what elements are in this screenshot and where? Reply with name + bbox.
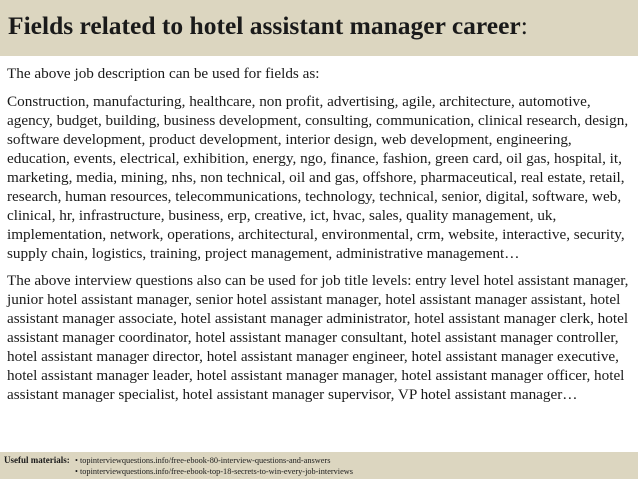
- slide-title-colon: :: [520, 11, 528, 40]
- footer-link-ebook-18-secrets[interactable]: • topinterviewquestions.info/free-ebook-top-18-secrets-to-win-every-job-interviews: [75, 467, 353, 476]
- job-levels-paragraph: The above interview questions also can be used for job title levels: entry level hotel assistant manager, junior hotel assistant manager, senior hotel assistant manager, hotel assistant manager assistant, hotel assistant manager associate, hotel assistant manager administrator, hotel assistant manager clerk, hotel assistant manager coordinator, hotel assistant manager consultant, hotel assistant manager controller, hotel assistant manager director, hotel assistant manager engineer, hotel assistant manager executive, hotel assistant manager leader, hotel assistant manager manager, hotel assistant manager officer, hotel assistant manager specialist, hotel assistant manager supervisor, VP hotel assistant manager…: [7, 272, 629, 403]
- fields-paragraph: Construction, manufacturing, healthcare, non profit, advertising, agile, architecture, automotive, agency, budget, building, business development, consulting, communication, clinical research, design, software development, product development, interior design, web development, engineering, education, events, electrical, exhibition, energy, ngo, finance, fashion, green card, oil gas, hospital, it, marketing, media, mining, nhs, non technical, oil and gas, offshore, pharmaceutical, real estate, retail, research, human resources, telecommunications, technology, technical, senior, digital, software, web, clinical, hr, infrastructure, business, erp, creative, ict, hvac, sales, quality management, uk, implementation, network, operations, architectural, environmental, crm, website, interactive, security, supply chain, logistics, training, project management, administrative management…: [7, 93, 629, 262]
- title-bar: [0, 0, 638, 56]
- footer-link-ebook-80-questions[interactable]: • topinterviewquestions.info/free-ebook-80-interview-questions-and-answers: [75, 456, 331, 465]
- slide-body: [7, 64, 635, 404]
- footer-label: Useful materials:: [4, 455, 70, 465]
- footer-bar: [0, 452, 638, 479]
- intro-paragraph: The above job description can be used for fields as:: [7, 65, 320, 82]
- slide-title-text: Fields related to hotel assistant manager career: [8, 11, 521, 40]
- slide-title: [8, 11, 528, 41]
